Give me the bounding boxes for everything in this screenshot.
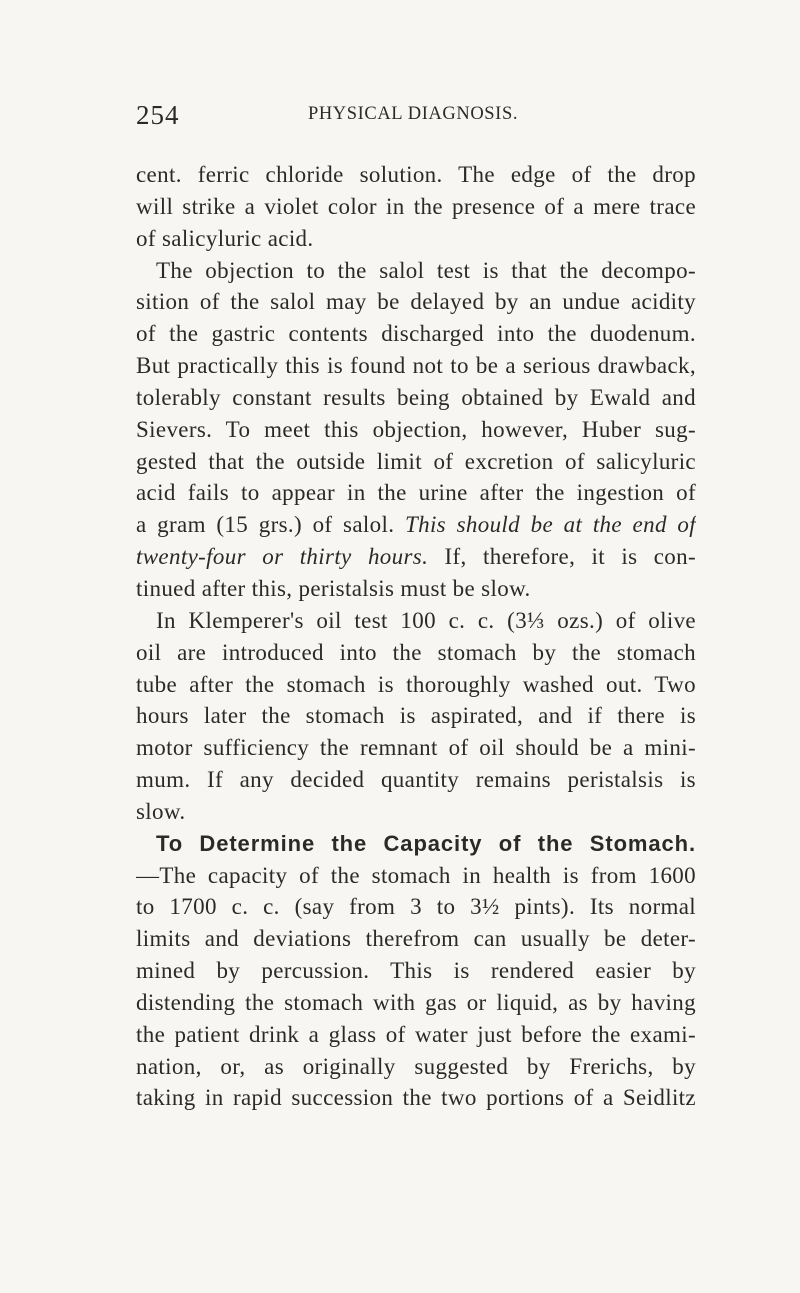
text-line: tube after the stomach is thoroughly washed out. Two: [136, 671, 696, 697]
text-line: distending the stomach with gas or liquid, as by having: [136, 989, 696, 1015]
text-line: —The capacity of the stomach in health is from 1600: [136, 862, 696, 888]
text-line: [136, 541, 696, 573]
text-line: Sievers. To meet this objection, however, Huber sug-: [136, 416, 696, 442]
body-text: [136, 159, 696, 1114]
text-line: the patient drink a glass of water just before the exami-: [136, 1021, 696, 1047]
text-line: tolerably constant results being obtained by Ewald and: [136, 384, 696, 410]
text-run: If, therefore, it is con-: [444, 544, 696, 570]
page-header: [136, 100, 690, 130]
section-heading: To Determine the Capacity of the Stomach.: [156, 830, 696, 856]
text-line: mum. If any decided quantity remains peristalsis is: [136, 767, 696, 793]
text-line: slow.: [136, 798, 186, 824]
text-line: nation, or, as originally suggested by Frerichs, by: [136, 1053, 696, 1079]
text-run: a gram (15 grs.) of salol.: [136, 512, 395, 538]
text-line: sition of the salol may be delayed by an undue acidity: [136, 289, 696, 315]
text-line: cent. ferric chloride solution. The edge of the drop: [136, 162, 696, 187]
text-line: In Klemperer's oil test 100 c. c. (3⅓ ozs.) of olive: [156, 607, 696, 633]
italic-run: This should be at the end of: [404, 512, 696, 538]
text-line: mined by percussion. This is rendered easier by: [136, 958, 696, 984]
text-line: hours later the stomach is aspirated, and if there is: [136, 703, 696, 729]
text-line: limits and deviations therefrom can usually be deter-: [136, 926, 696, 952]
text-line: taking in rapid succession the two portions of a Seidlitz: [136, 1085, 696, 1111]
text-line: gested that the outside limit of excretion of salicyluric: [136, 448, 696, 474]
text-line: of salicyluric acid.: [136, 225, 314, 251]
text-line: The objection to the salol test is that the decompo-: [156, 257, 696, 283]
text-line: of the gastric contents discharged into the duodenum.: [136, 321, 696, 347]
text-line: [136, 509, 696, 541]
text-line: But practically this is found not to be a serious drawback,: [136, 353, 696, 379]
page-number: 254: [136, 100, 180, 130]
text-line: motor sufficiency the remnant of oil should be a mini-: [136, 735, 696, 761]
italic-run: twenty-four or thirty hours.: [136, 544, 429, 570]
text-line: acid fails to appear in the urine after the ingestion of: [136, 480, 696, 506]
text-line: to 1700 c. c. (say from 3 to 3½ pints). Its normal: [136, 894, 696, 920]
text-line: oil are introduced into the stomach by the stomach: [136, 639, 696, 665]
text-line: tinued after this, peristalsis must be slow.: [136, 575, 531, 601]
running-head: PHYSICAL DIAGNOSIS.: [307, 104, 519, 124]
text-line: will strike a violet color in the presence of a mere trace: [136, 193, 696, 219]
